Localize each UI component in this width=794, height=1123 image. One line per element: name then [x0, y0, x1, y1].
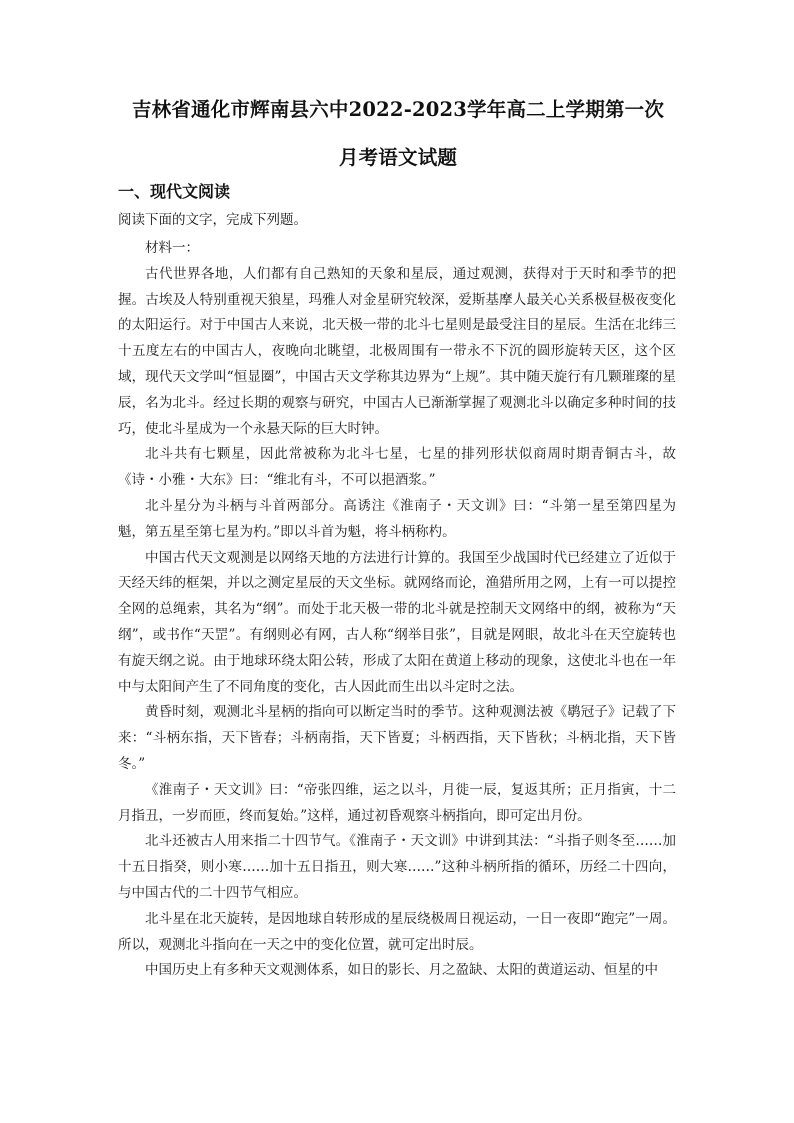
passage-paragraph: 中国历史上有多种天文观测体系，如日的影长、月之盈缺、太阳的黄道运动、恒星的中 [145, 962, 658, 979]
passage-paragraph: 北斗星在北天旋转，是因地球自转形成的星辰绕极周日视运动，一日一夜即“跑完”一周。所以，观测北斗指向在一天之中的变化位置，就可定出时辰。 [118, 910, 676, 953]
material-label: 材料一： [145, 240, 199, 256]
passage-paragraph: 中国古代天文观测是以网络天地的方法进行计算的。我国至少战国时代已经建立了近似于天经天纬的框架，并以之测定星辰的天文坐标。就网络而论，渔猎所用之网，上有一可以提控全网的总绳索，其名为“纲”。而处于北天极一带的北斗就是控制天文网络中的纲，被称为“天纲”，或书作“天罡”。有纲则必有网，古人称“纲举目张”，目就是网眼，故北斗在天空旋转也有旋天纲之说。由于地球环绕太阳公转，形成了太阳在黄道上移动的现象，这使北斗也在一年中与太阳间产生了不同角度的变化，古人因此而生出以斗定时之法。 [118, 549, 676, 695]
section-heading: 一、现代文阅读 [118, 182, 231, 201]
passage-paragraph: 北斗还被古人用来指二十四节气。《淮南子・天文训》中讲到其法：“斗指子则冬至……加十五日指癸，则小寒……加十五日指丑，则大寒……”这种斗柄所指的循环，历经二十四向，与中国古代的二十四节气相应。 [118, 833, 676, 901]
title-line-2: 月考语文试题 [338, 146, 458, 169]
passage-body [118, 236, 676, 984]
passage-paragraph: 黄昏时刻，观测北斗星柄的指向可以断定当时的季节。这种观测法被《鹖冠子》记载了下来：“斗柄东指，天下皆春；斗柄南指，天下皆夏；斗柄西指，天下皆秋；斗柄北指，天下皆冬。” [118, 704, 676, 772]
passage-paragraph: 《淮南子・天文训》曰：“帝张四维，运之以斗，月徙一辰，复返其所；正月指寅，十二月指丑，一岁而匝，终而复始。”这样，通过初昏观察斗柄指向，即可定出月份。 [118, 781, 676, 824]
passage-paragraph: 北斗星分为斗柄与斗首两部分。高诱注《淮南子・天文训》曰：“斗第一星至第四星为魁，第五星至第七星为杓。”即以斗首为魁，将斗柄称杓。 [118, 497, 676, 540]
passage-paragraph: 古代世界各地，人们都有自己熟知的天象和星辰，通过观测，获得对于天时和季节的把握。古埃及人特别重视天狼星，玛雅人对金星研究较深，爱斯基摩人最关心关系极昼极夜变化的太阳运行。对于中国古人来说，北天极一带的北斗七星则是最受注目的星辰。生活在北纬三十五度左右的中国古人，夜晚向北眺望，北极周围有一带永不下沉的圆形旋转天区，这个区域，现代天文学叫“恒显圈”，中国古天文学称其边界为“上规”。其中随天旋行有几颗璀璨的星辰，名为北斗。经过长期的观察与研究，中国古人已渐渐掌握了观测北斗以确定多种时间的技巧，使北斗星成为一个永悬天际的巨大时钟。 [118, 265, 676, 437]
title-line-1: 吉林省通化市辉南县六中2022-2023学年高二上学期第一次 [131, 98, 665, 121]
reading-instruction: 阅读下面的文字，完成下列题。 [118, 212, 307, 228]
document-title [108, 86, 688, 182]
passage-paragraph: 北斗共有七颗星，因此常被称为北斗七星，七星的排列形状似商周时期青铜古斗，故《诗・小雅・大东》曰：“维北有斗，不可以挹酒浆。” [118, 446, 676, 489]
